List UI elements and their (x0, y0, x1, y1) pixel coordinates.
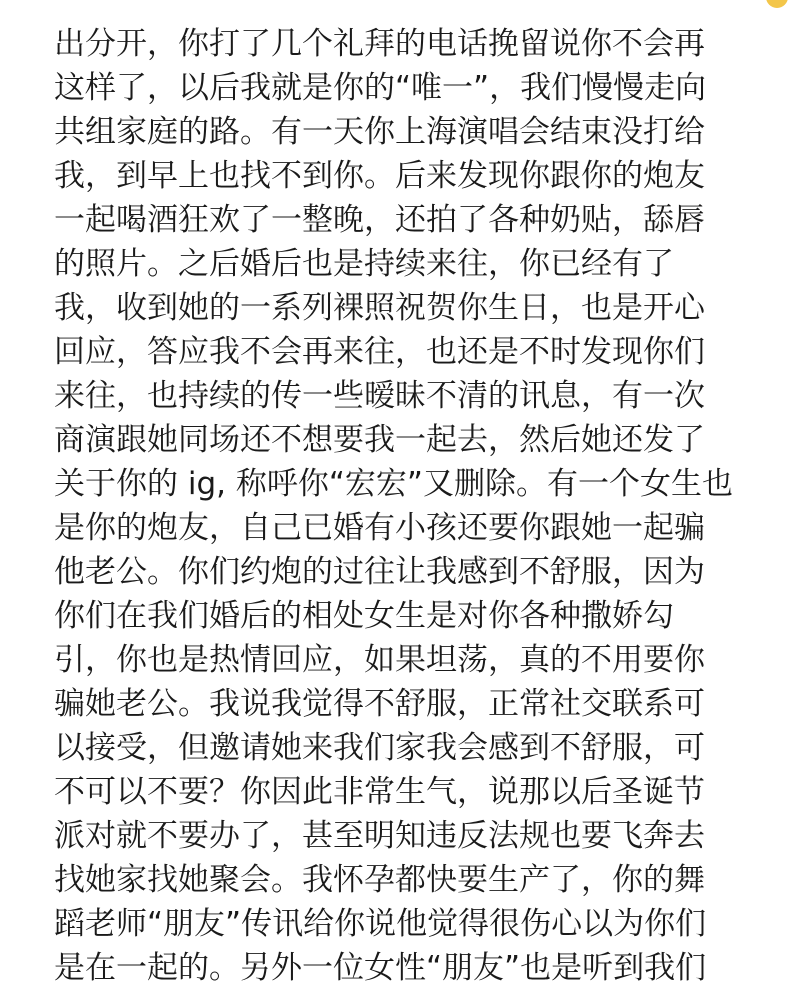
text-line: 是在一起的。另外一位女性“朋友”也是听到我们 (54, 950, 707, 986)
text-line: 派对就不要办了，甚至明知违反法规也要飞奔去 (54, 818, 705, 854)
text-line: 我，收到她的一系列裸照祝贺你生日，也是开心 (54, 290, 705, 326)
text-line: 我，到早上也找不到你。后来发现你跟你的炮友 (54, 158, 705, 194)
text-line: 来往，也持续的传一些暧昧不清的讯息，有一次 (54, 378, 705, 414)
text-line: 骗她老公。我说我觉得不舒服，正常社交联系可 (54, 686, 705, 722)
text-line: 一起喝酒狂欢了一整晚，还拍了各种奶贴，舔唇 (54, 202, 705, 238)
text-line: 共组家庭的路。有一天你上海演唱会结束没打给 (54, 114, 705, 150)
text-line: 找她家找她聚会。我怀孕都快要生产了，你的舞 (54, 862, 705, 898)
text-line: 回应，答应我不会再来往，也还是不时发现你们 (54, 334, 705, 370)
text-line: 以接受，但邀请她来我们家我会感到不舒服，可 (54, 730, 705, 766)
emoji-icon (766, 0, 788, 8)
text-line: 蹈老师“朋友”传讯给你说他觉得很伤心以为你们 (54, 906, 707, 942)
text-line: 关于你的 ig, 称呼你“宏宏”又删除。有一个女生也 (54, 466, 733, 502)
text-line: 的照片。之后婚后也是持续来往，你已经有了 (54, 246, 674, 282)
text-line: 是你的炮友，自己已婚有小孩还要你跟她一起骗 (54, 510, 705, 546)
text-line: 这样了，以后我就是你的“唯一”，我们慢慢走向 (54, 70, 707, 106)
text-line: 他老公。你们约炮的过往让我感到不舒服，因为 (54, 554, 705, 590)
text-line: 引，你也是热情回应，如果坦荡，真的不用要你 (54, 642, 705, 678)
text-line: 商演跟她同场还不想要我一起去，然后她还发了 (54, 422, 705, 458)
text-line: 出分开，你打了几个礼拜的电话挽留说你不会再 (54, 26, 705, 62)
text-line: 你们在我们婚后的相处女生是对你各种撒娇勾 (54, 598, 674, 634)
text-line: 不可以不要？你因此非常生气，说那以后圣诞节 (54, 774, 705, 810)
